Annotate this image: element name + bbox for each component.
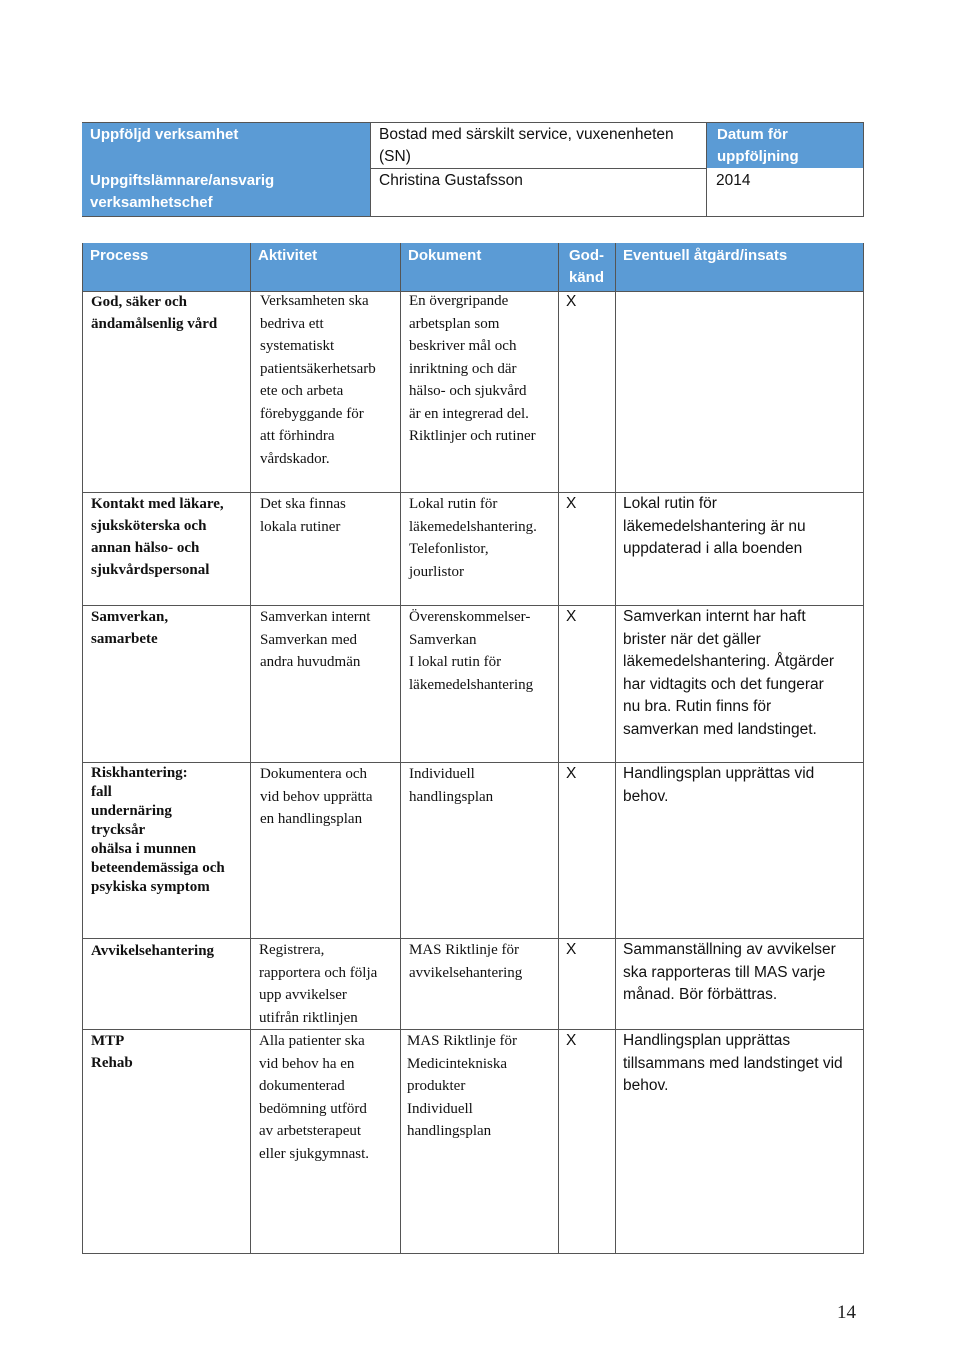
row1-godkand: X xyxy=(566,293,577,310)
row3-process: Samverkan, samarbete xyxy=(91,609,169,647)
header-atgard: Eventuell åtgärd/insats xyxy=(615,243,863,291)
row5-godkand: X xyxy=(566,941,577,958)
datum-value: 2014 xyxy=(716,172,751,189)
row4-atgard: Handlingsplan upprättas vid behov. xyxy=(623,765,815,805)
row3-dokument: Överenskommelser- Samverkan I lokal rutin för läkemedelshantering xyxy=(409,609,534,693)
row6-atgard: Handlingsplan upprättas tillsammans med landstinget vid behov. xyxy=(623,1032,843,1094)
row1-aktivitet: Verksamheten ska bedriva ett systematiskt patientsäkerhetsarb ete och arbeta förebyggande för att förhindra vårdskador. xyxy=(260,293,376,467)
row5-dokument: MAS Riktlinje för avvikelsehantering xyxy=(409,942,523,981)
row1-process: God, säker och ändamålsenlig vård xyxy=(91,294,218,332)
row6-dokument: MAS Riktlinje för Medicintekniska produkter Individuell handlingsplan xyxy=(407,1033,518,1139)
header-dokument: Dokument xyxy=(400,243,558,291)
row4-aktivitet: Dokumentera och vid behov upprätta en handlingsplan xyxy=(260,766,373,827)
datum-label: Datum för uppföljning xyxy=(707,122,863,168)
header-godkand: God- känd xyxy=(558,243,615,291)
row2-aktivitet: Det ska finnas lokala rutiner xyxy=(260,496,346,535)
row1-dokument: En övergripande arbetsplan som beskriver mål och inriktning och där hälso- och sjukvård är en integrerad del. Riktlinjer och rutiner xyxy=(409,293,536,444)
row6-process: MTP Rehab xyxy=(91,1033,133,1071)
uppfoljd-value: Bostad med särskilt service, vuxenenheten (SN) xyxy=(379,126,674,165)
row6-godkand: X xyxy=(566,1032,577,1049)
row5-process: Avvikelsehantering xyxy=(91,943,215,959)
row2-dokument: Lokal rutin för läkemedelshantering. Telefonlistor, jourlistor xyxy=(409,496,537,580)
row4-process: Riskhantering: fall undernäring trycksår ohälsa i munnen beteendemässiga och psykiska symptom xyxy=(91,765,225,895)
uppfoljd-label: Uppföljd verksamhet xyxy=(82,122,370,168)
row3-atgard: Samverkan internt har haft brister när det gäller läkemedelshantering. Åtgärder har vidtagits och det fungerar nu bra. Rutin finns för samverkan med landstinget. xyxy=(623,608,835,738)
header-aktivitet: Aktivitet xyxy=(250,243,400,291)
row2-godkand: X xyxy=(566,495,577,512)
row5-aktivitet: Registrera, rapportera och följa upp avvikelser utifrån riktlinjen xyxy=(259,942,378,1026)
row2-process: Kontakt med läkare, sjuksköterska och annan hälso- och sjukvårdspersonal xyxy=(91,496,224,578)
row5-atgard: Sammanställning av avvikelser ska rapporteras till MAS varje månad. Bör förbättras. xyxy=(623,941,836,1003)
row6-aktivitet: Alla patienter ska vid behov ha en dokumenterad bedömning utförd av arbetsterapeut eller sjukgymnast. xyxy=(259,1033,369,1162)
row3-godkand: X xyxy=(566,608,577,625)
page-number: 14 xyxy=(837,1302,856,1323)
header-process: Process xyxy=(82,243,250,291)
row4-dokument: Individuell handlingsplan xyxy=(409,766,494,805)
ansvarig-label: Uppgiftslämnare/ansvarig verksamhetschef xyxy=(82,168,370,216)
row2-atgard: Lokal rutin för läkemedelshantering är nu uppdaterad i alla boenden xyxy=(623,495,806,557)
row4-godkand: X xyxy=(566,765,577,782)
ansvarig-value: Christina Gustafsson xyxy=(379,172,523,189)
row3-aktivitet: Samverkan internt Samverkan med andra huvudmän xyxy=(260,609,371,670)
